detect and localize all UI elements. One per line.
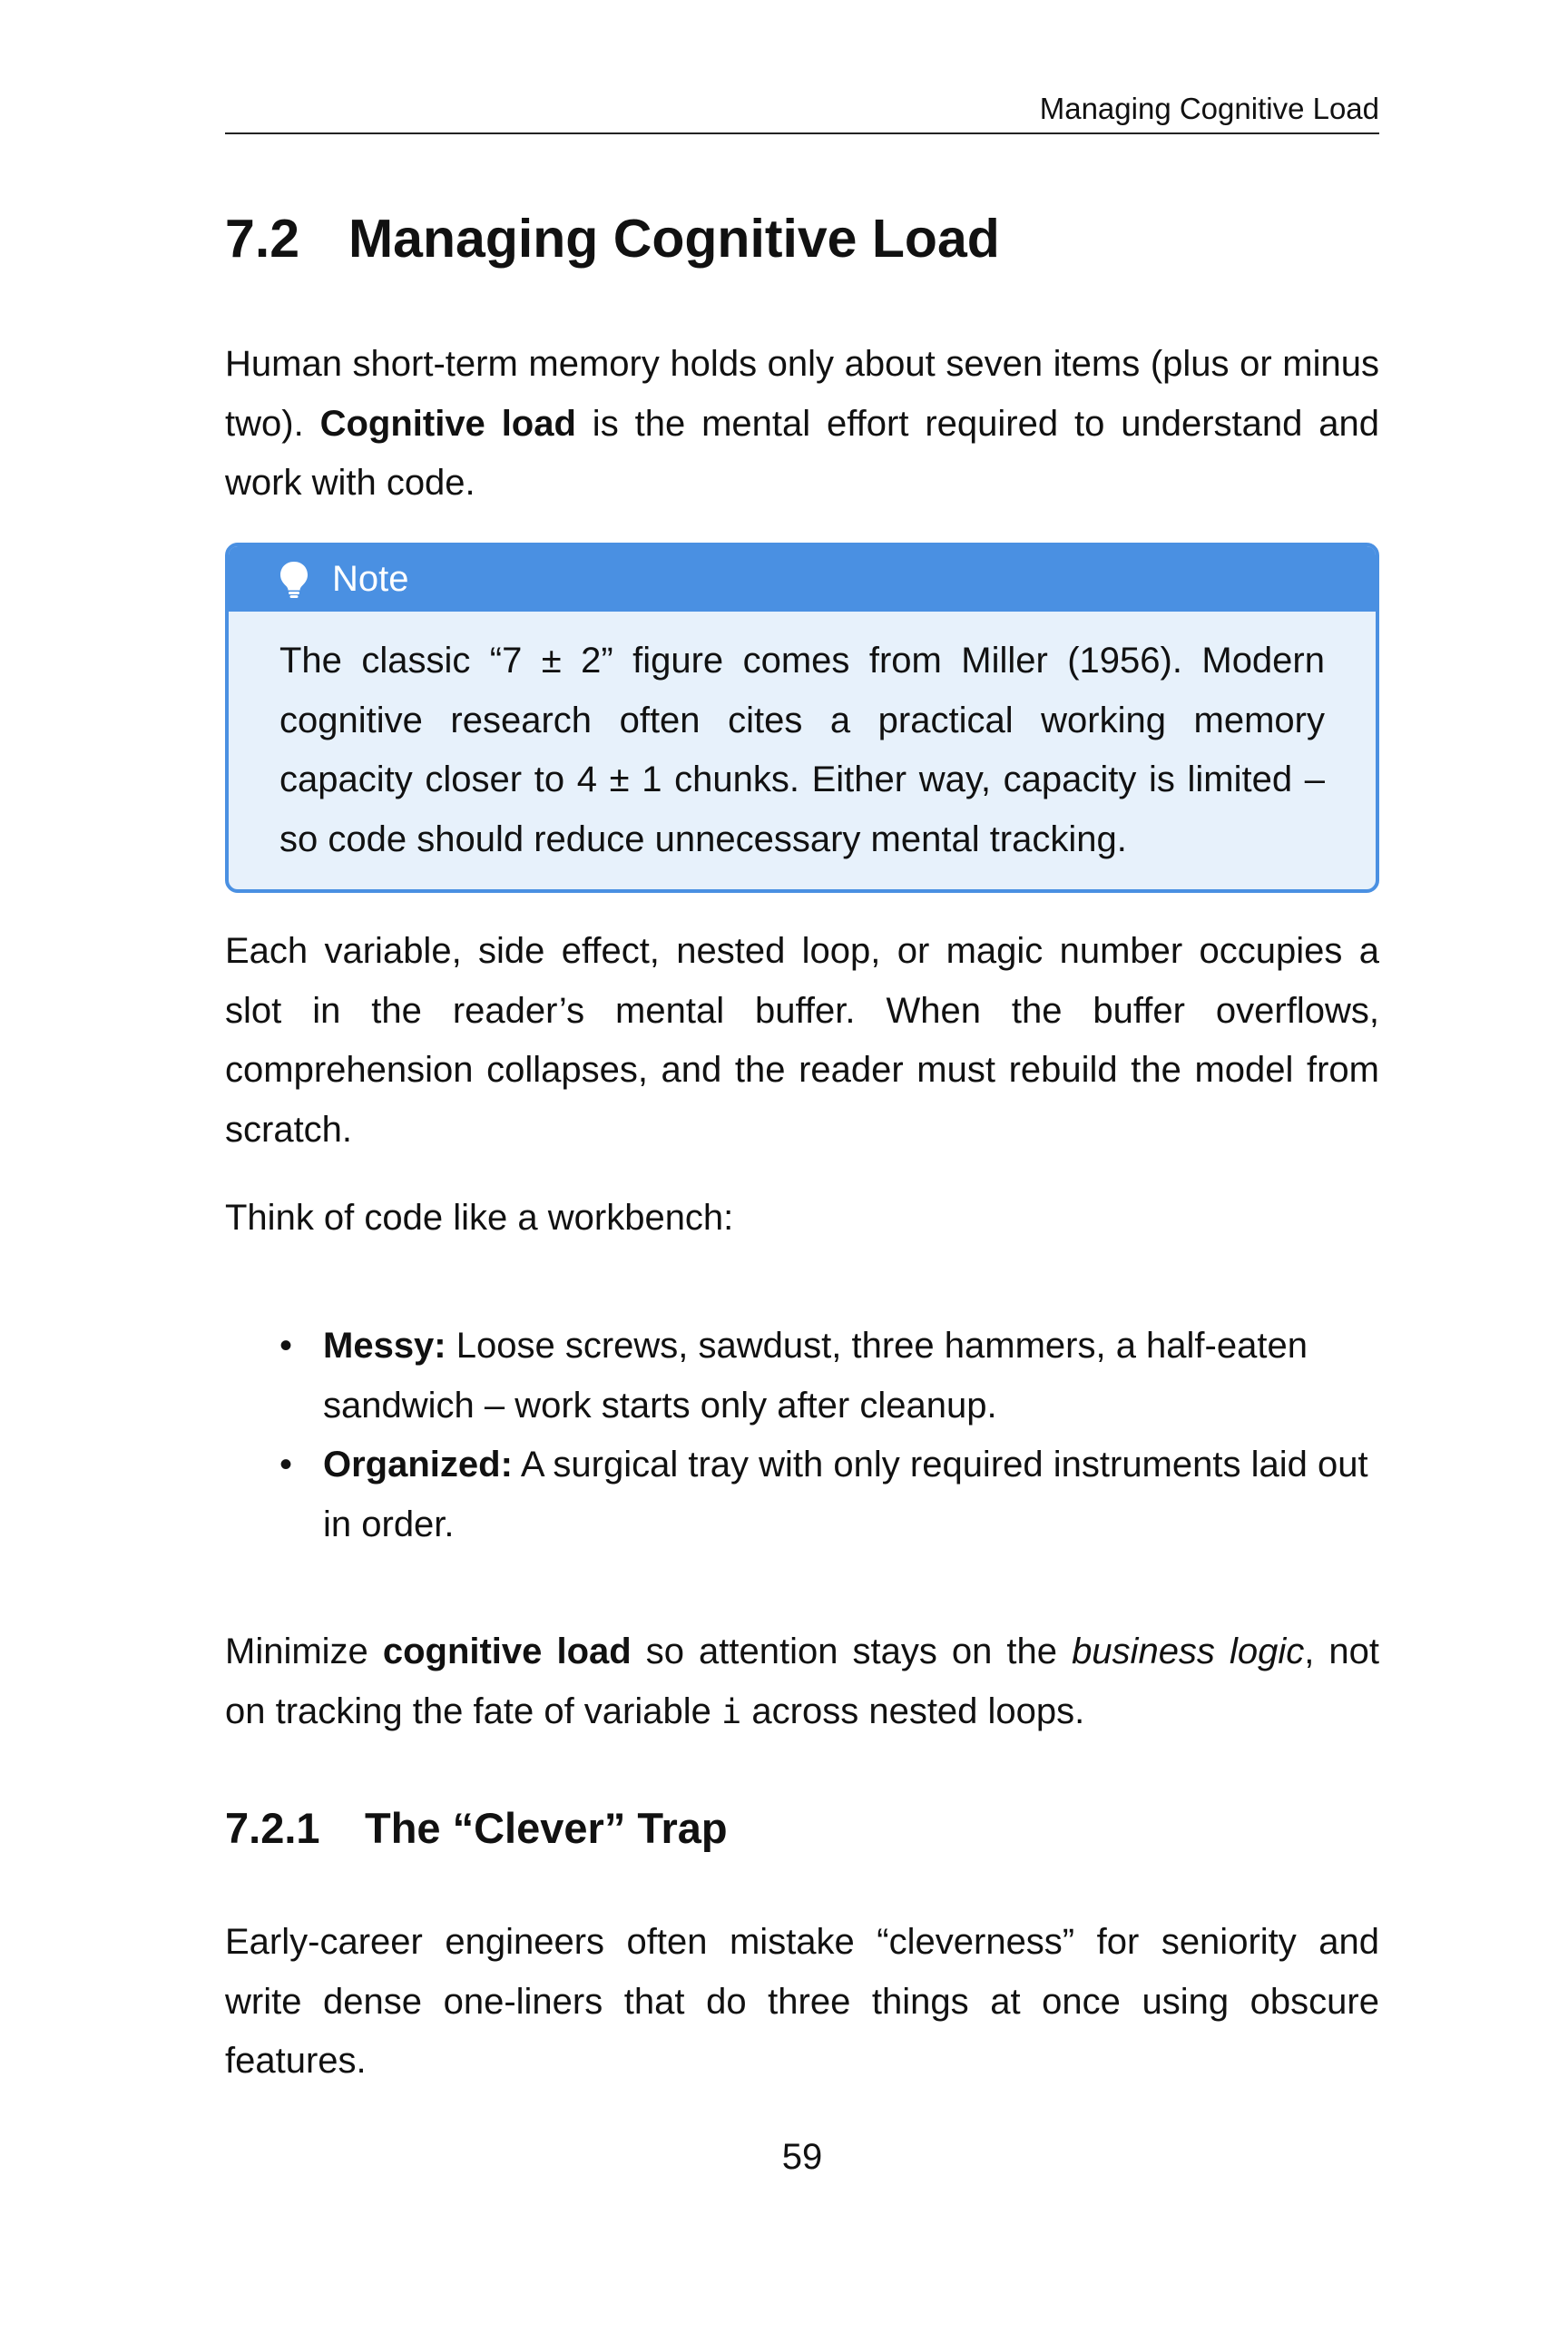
subsection-title — [225, 1801, 1379, 1856]
running-header — [225, 91, 1379, 134]
note-text: The classic “7 ± 2” figure comes from Miller (1956). Modern cognitive research often cites a practical working memory capacity closer to 4 ± 1 chunks. Either way, capacity is limited – so code should reduce unnecessary mental tracking. — [279, 641, 1325, 859]
section-title — [225, 207, 1379, 270]
list-item — [279, 1317, 1379, 1436]
workbench-paragraph: Think of code like a workbench: — [225, 1198, 734, 1238]
intro-text-before: Human short-term memory holds only about seven items (plus or minus two). — [225, 344, 1379, 444]
bullet-marker: • — [279, 1326, 293, 1366]
minimize-text-before: Minimize — [225, 1632, 383, 1671]
lightbulb-icon — [279, 561, 309, 599]
minimize-text-middle: so attention stays on the — [631, 1632, 1073, 1671]
minimize-bold-term: cognitive load — [382, 1632, 632, 1671]
bullet-text: Loose screws, sawdust, three hammers, a half-eaten sandwich – work starts only after cleanup. — [323, 1326, 1308, 1426]
bullet-text: A surgical tray with only required instruments laid out in order. — [323, 1445, 1368, 1544]
inline-code-variable: i — [721, 1691, 742, 1731]
intro-text-after: is the mental effort required to understand and work with code. — [225, 403, 1379, 503]
subsection-title-text: The “Clever” Trap — [365, 1804, 728, 1852]
bullet-term: Organized: — [323, 1445, 513, 1485]
note-header — [229, 546, 1376, 612]
page — [225, 0, 1379, 2352]
bullet-term: Messy: — [323, 1326, 446, 1366]
workbench-bullet-list — [279, 1317, 1379, 1554]
section-title-text: Managing Cognitive Load — [348, 209, 1000, 269]
clever-paragraph: Early-career engineers often mistake “cleverness” for seniority and write dense one-liners that do three things at once using obscure features. — [225, 1922, 1379, 2081]
bullet-marker: • — [279, 1445, 293, 1485]
note-box — [225, 543, 1379, 893]
minimize-text-middle2: , not on tracking the fate of variable — [225, 1632, 1379, 1731]
page-number: 59 — [781, 2137, 823, 2177]
minimize-italic-term: business logic — [1072, 1632, 1305, 1671]
intro-paragraph — [225, 335, 1379, 514]
note-label: Note — [332, 559, 409, 599]
buffer-paragraph: Each variable, side effect, nested loop, or magic number occupies a slot in the reader’s mental buffer. When the buffer overflows, comprehension collapses, and the reader must rebuild the model from scratch. — [225, 931, 1379, 1150]
intro-bold-term: Cognitive load — [319, 403, 576, 444]
list-item — [279, 1436, 1379, 1554]
subsection-number: 7.2.1 — [225, 1804, 320, 1852]
section-number: 7.2 — [225, 209, 300, 269]
minimize-paragraph — [225, 1622, 1379, 1741]
minimize-text-after: across nested loops. — [741, 1690, 1085, 1731]
running-header-title: Managing Cognitive Load — [1039, 92, 1379, 125]
